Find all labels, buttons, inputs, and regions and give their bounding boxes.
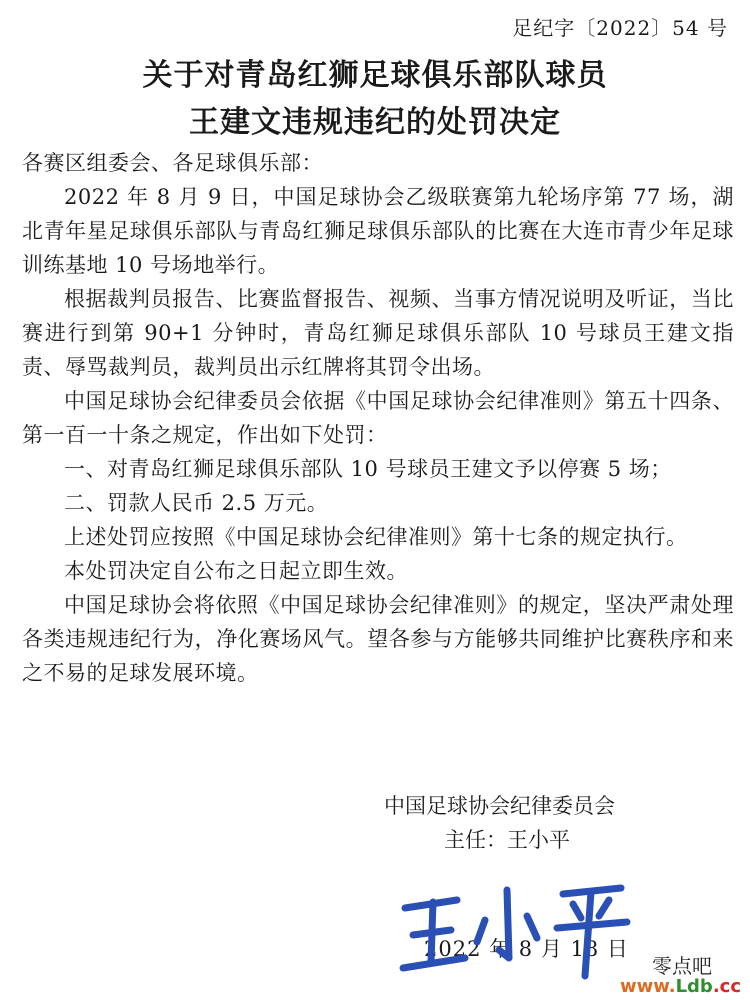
paragraph-closing: 中国足球协会将依照《中国足球协会纪律准则》的规定，坚决严肃处理各类违规违纪行为，净化赛场风气。望各参与方能够共同维护比赛秩序和来之不易的足球发展环境。 <box>22 593 734 685</box>
paragraph-incident: 根据裁判员报告、比赛监督报告、视频、当事方情况说明及听证，当比赛进行到第 90+1 分钟时，青岛红狮足球俱乐部队 10 号球员王建文指责、辱骂裁判员，裁判员出示红牌将其罚令出场。 <box>22 287 734 379</box>
document-body <box>22 146 734 690</box>
issuing-organization: 中国足球协会纪律委员会 <box>384 794 615 818</box>
watermark-url-brand: Ldb <box>675 976 713 997</box>
watermark-url-prefix: www. <box>620 976 676 997</box>
title-line-2: 王建文违规违纪的处罚决定 <box>189 105 561 140</box>
document-number: 足纪字〔2022〕54 号 <box>512 16 728 40</box>
watermark-site-name: 零点吧 <box>652 954 712 978</box>
signature-block <box>384 789 615 857</box>
director-name: 主任：王小平 <box>444 828 570 852</box>
watermark-url <box>620 976 741 997</box>
penalty-item-2: 二、罚款人民币 2.5 万元。 <box>64 491 329 515</box>
document-date: 2022 年 8 月 18 日 <box>424 937 629 961</box>
handwritten-signature <box>395 880 635 980</box>
document-title <box>0 52 750 146</box>
penalty-item-1: 一、对青岛红狮足球俱乐部队 10 号球员王建文予以停赛 5 场； <box>64 457 672 481</box>
paragraph-effective: 本处罚决定自公布之日起立即生效。 <box>64 559 408 583</box>
title-line-1: 关于对青岛红狮足球俱乐部队球员 <box>142 58 608 93</box>
paragraph-match-info: 2022 年 8 月 9 日，中国足球协会乙级联赛第九轮场序第 77 场，湖北青年星足球俱乐部队与青岛红狮足球俱乐部队的比赛在大连市青少年足球训练基地 10 号场地举行。 <box>22 185 734 277</box>
salutation: 各赛区组委会、各足球俱乐部： <box>22 151 323 175</box>
paragraph-execution: 上述处罚应按照《中国足球协会纪律准则》第十七条的规定执行。 <box>64 525 688 549</box>
watermark-url-suffix: .cc <box>712 976 742 997</box>
paragraph-basis: 中国足球协会纪律委员会依据《中国足球协会纪律准则》第五十四条、第一百一十条之规定，作出如下处罚： <box>22 389 734 447</box>
